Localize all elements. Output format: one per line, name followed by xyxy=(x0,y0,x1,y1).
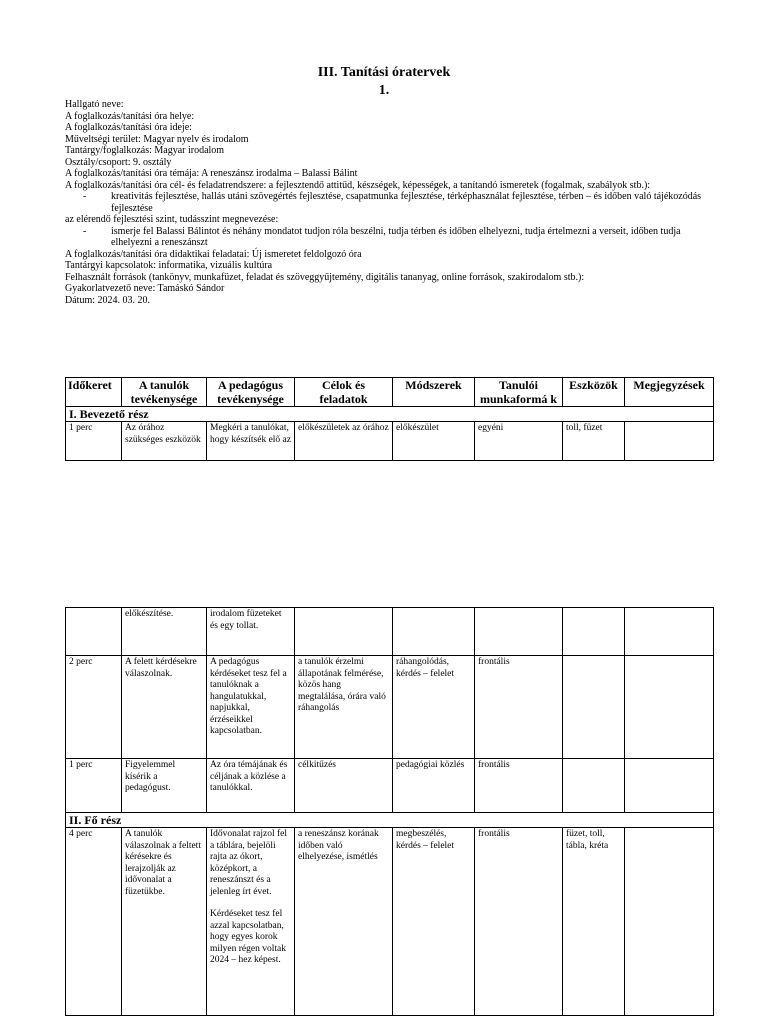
cell-goals xyxy=(295,608,393,656)
table-row xyxy=(66,608,714,656)
table-header-row xyxy=(66,378,714,407)
cell-teacher: A pedagógus kérdéseket tesz fel a tanulóknak a hangulatukkal, napjukkal, érzéseikkel kapcsolatban. xyxy=(207,656,295,759)
meta-target-item: - ismerje fel Balassi Bálintot és néhány mondatot tudjon róla beszélni, tudja térben és időben elhelyezni, tudja értelmezni a verseit, időben tudja elhelyezni a reneszánszt xyxy=(111,226,715,249)
meta-goals: A foglalkozás/tanítási óra cél- és feladatrendszere: a fejlesztendő attitűd, készségek, képességek, a tanítandó ismeretek (fogalmak, szabályok stb.): xyxy=(65,179,651,191)
header-methods: Módszerek xyxy=(393,378,475,407)
cell-students: előkészítése. xyxy=(122,608,207,656)
meta-didactic: A foglalkozás/tanítási óra didaktikai feladatai: Új ismeretet feldolgozó óra xyxy=(65,248,362,260)
section-main: II. Fő rész xyxy=(66,813,714,828)
cell-teacher: Az óra témájának és céljának a közlése a tanulókkal. xyxy=(207,759,295,813)
meta-goals-item: - kreativitás fejlesztése, hallás utáni szövegértés fejlesztése, csapatmunka fejlesztése, térképhasználat fejlesztése, térben – és időben való tájékozódás fejlesztése xyxy=(111,191,715,214)
meta-target-list xyxy=(65,226,715,249)
cell-work-form: frontális xyxy=(475,759,563,813)
header-students: A tanulók tevékenysége xyxy=(122,378,207,407)
cell-methods: pedagógiai közlés xyxy=(393,759,475,813)
table-row xyxy=(66,422,714,461)
cell-work-form: frontális xyxy=(475,828,563,1016)
lesson-plan-table-part1 xyxy=(65,377,714,461)
cell-tools: füzet, toll, tábla, kréta xyxy=(563,828,625,1016)
cell-methods: előkészület xyxy=(393,422,475,461)
header-time: Időkeret xyxy=(66,378,122,407)
cell-notes xyxy=(625,828,714,1016)
table-row xyxy=(66,828,714,1016)
cell-notes xyxy=(625,422,714,461)
meta-domain: Műveltségi terület: Magyar nyelv és irodalom xyxy=(65,133,249,145)
cell-methods xyxy=(393,608,475,656)
cell-teacher: irodalom füzeteket és egy tollat. xyxy=(207,608,295,656)
cell-notes xyxy=(625,656,714,759)
meta-target-level: az elérendő fejlesztési szint, tudásszint megnevezése: xyxy=(65,214,279,225)
cell-teacher-part1: Idővonalat rajzol fel a táblára, bejelöli rajta az ókort, középkort, a reneszánszt és a jelenleg írt évet. xyxy=(210,829,288,897)
cell-time: 2 perc xyxy=(66,656,122,759)
cell-students: Figyelemmel kísérik a pedagógust. xyxy=(122,759,207,813)
cell-work-form: egyéni xyxy=(475,422,563,461)
cell-tools xyxy=(563,608,625,656)
cell-teacher-part2: Kérdéseket tesz fel azzal kapcsolatban, hogy egyes korok milyen régen voltak 2024 – hez képest. xyxy=(210,909,286,965)
cell-tools xyxy=(563,759,625,813)
table-row xyxy=(66,656,714,759)
cell-time xyxy=(66,608,122,656)
table-row xyxy=(66,759,714,813)
header-teacher: A pedagógus tevékenysége xyxy=(207,378,295,407)
page-title: III. Tanítási óratervek xyxy=(317,65,451,80)
meta-sources: Felhasznált források (tankönyv, munkafüzet, feladat és szöveggyűjtemény, digitális tananyag, online források, szakirodalom stb.): xyxy=(65,271,585,283)
cell-work-form: frontális xyxy=(475,656,563,759)
lesson-metadata xyxy=(65,99,715,306)
cell-notes xyxy=(625,608,714,656)
cell-time: 1 perc xyxy=(66,422,122,461)
page-subtitle: 1. xyxy=(378,83,390,98)
cell-time: 4 perc xyxy=(66,828,122,1016)
section-row xyxy=(66,407,714,422)
meta-class: Osztály/csoport: 9. osztály xyxy=(65,156,172,168)
meta-student-name: Hallgató neve: xyxy=(65,99,124,110)
cell-teacher: Megkéri a tanulókat, hogy készítsék elő az xyxy=(207,422,295,461)
header-tools: Eszközök xyxy=(563,378,625,407)
cell-methods: megbeszélés, kérdés – felelet xyxy=(393,828,475,1016)
cell-work-form xyxy=(475,608,563,656)
cell-notes xyxy=(625,759,714,813)
cell-tools xyxy=(563,656,625,759)
section-row xyxy=(66,813,714,828)
cell-students: A tanulók válaszolnak a feltett kérésekre és lerajzolják az idővonalat a füzetükbe. xyxy=(122,828,207,1016)
cell-goals: a tanulók érzelmi állapotának felmérése, közös hang megtalálása, órára való ráhangolás xyxy=(295,656,393,759)
section-intro: I. Bevezető rész xyxy=(66,407,714,422)
cell-students: A felett kérdésekre válaszolnak. xyxy=(122,656,207,759)
meta-connections: Tantárgyi kapcsolatok: informatika, vizuális kultúra xyxy=(65,260,273,271)
header-notes: Megjegyzések xyxy=(625,378,714,407)
meta-time: A foglalkozás/tanítási óra ideje: xyxy=(65,122,192,133)
cell-teacher xyxy=(207,828,295,1016)
meta-date: Dátum: 2024. 03. 20. xyxy=(65,294,150,306)
meta-subject: Tantárgy/foglalkozás: Magyar irodalom xyxy=(65,145,225,156)
meta-goals-list xyxy=(65,191,715,214)
cell-time: 1 perc xyxy=(66,759,122,813)
meta-place: A foglalkozás/tanítási óra helye: xyxy=(65,110,195,122)
cell-methods: ráhangolódás, kérdés – felelet xyxy=(393,656,475,759)
meta-supervisor: Gyakorlatvezető neve: Tamáskó Sándor xyxy=(65,283,225,294)
header-work-forms: Tanulói munkaformá k xyxy=(475,378,563,407)
cell-goals: előkészületek az órához xyxy=(295,422,393,461)
cell-tools: toll, füzet xyxy=(563,422,625,461)
cell-goals: a reneszánsz korának időben való elhelyezése, ismétlés xyxy=(295,828,393,1016)
cell-students: Az órához szükséges eszközök xyxy=(122,422,207,461)
cell-goals: célkitűzés xyxy=(295,759,393,813)
meta-topic: A foglalkozás/tanítási óra témája: A reneszánsz irodalma – Balassi Bálint xyxy=(65,168,358,179)
header-goals: Célok és feladatok xyxy=(295,378,393,407)
lesson-plan-table-part2 xyxy=(65,607,714,1016)
